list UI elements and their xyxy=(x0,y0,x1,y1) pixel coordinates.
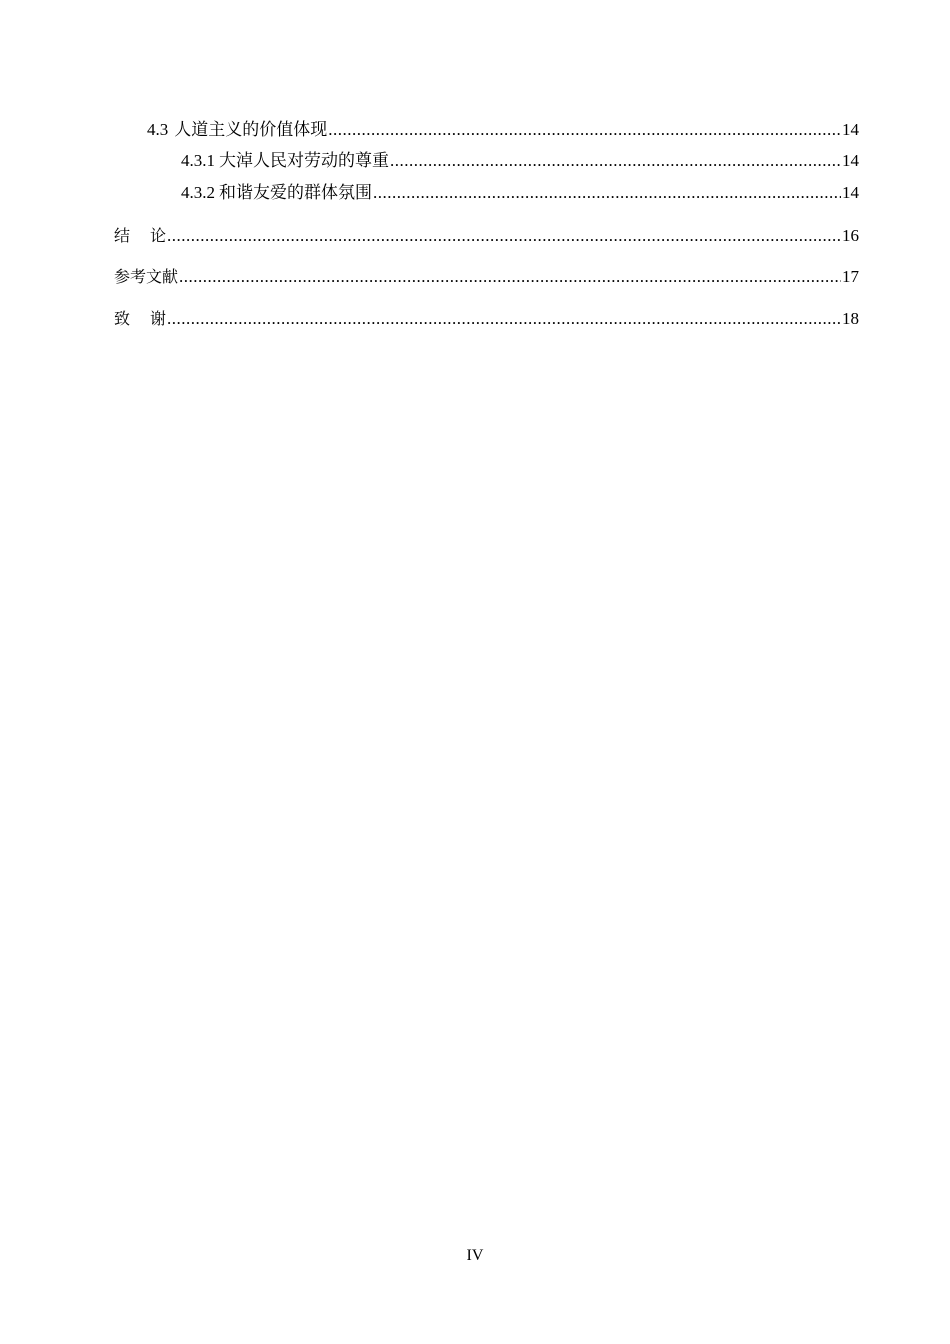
page-number: IV xyxy=(466,1247,484,1264)
toc-entry-page: 14 xyxy=(842,120,859,139)
toc-entry-number: 4.3.2 xyxy=(181,183,215,202)
toc-entry-title: 人道主义的价值体现 xyxy=(174,120,328,139)
toc-entry-page: 14 xyxy=(842,183,859,202)
toc-entry-acknowledgements[interactable] xyxy=(114,308,859,330)
toc-entry-references[interactable] xyxy=(114,266,859,288)
toc-entry-title: 结论 xyxy=(114,226,187,245)
toc-entry-4-3[interactable] xyxy=(147,119,859,141)
toc-entry-conclusion[interactable] xyxy=(114,225,859,247)
toc-entry-page: 17 xyxy=(842,267,859,286)
toc-entry-title: 和谐友爱的群体氛围 xyxy=(219,183,372,202)
toc-entry-number: 4.3.1 xyxy=(181,151,215,170)
toc-dot-leader xyxy=(373,182,841,204)
toc-entry-page: 16 xyxy=(842,226,859,245)
toc-entry-page: 18 xyxy=(842,309,859,328)
toc-dot-leader xyxy=(167,308,841,330)
toc-entry-number: 4.3 xyxy=(147,120,169,139)
toc-entry-title: 参考文献 xyxy=(114,267,179,286)
toc-entry-4-3-2[interactable] xyxy=(181,182,859,204)
toc-dot-leader xyxy=(390,150,841,172)
toc-dot-leader xyxy=(179,266,841,288)
toc-dot-leader xyxy=(328,119,841,141)
toc-entry-title: 致谢 xyxy=(114,309,187,328)
toc-entry-page: 14 xyxy=(842,151,859,170)
toc-entry-4-3-1[interactable] xyxy=(181,150,859,172)
toc-dot-leader xyxy=(167,225,841,247)
toc-entry-title: 大淖人民对劳动的尊重 xyxy=(219,151,389,170)
